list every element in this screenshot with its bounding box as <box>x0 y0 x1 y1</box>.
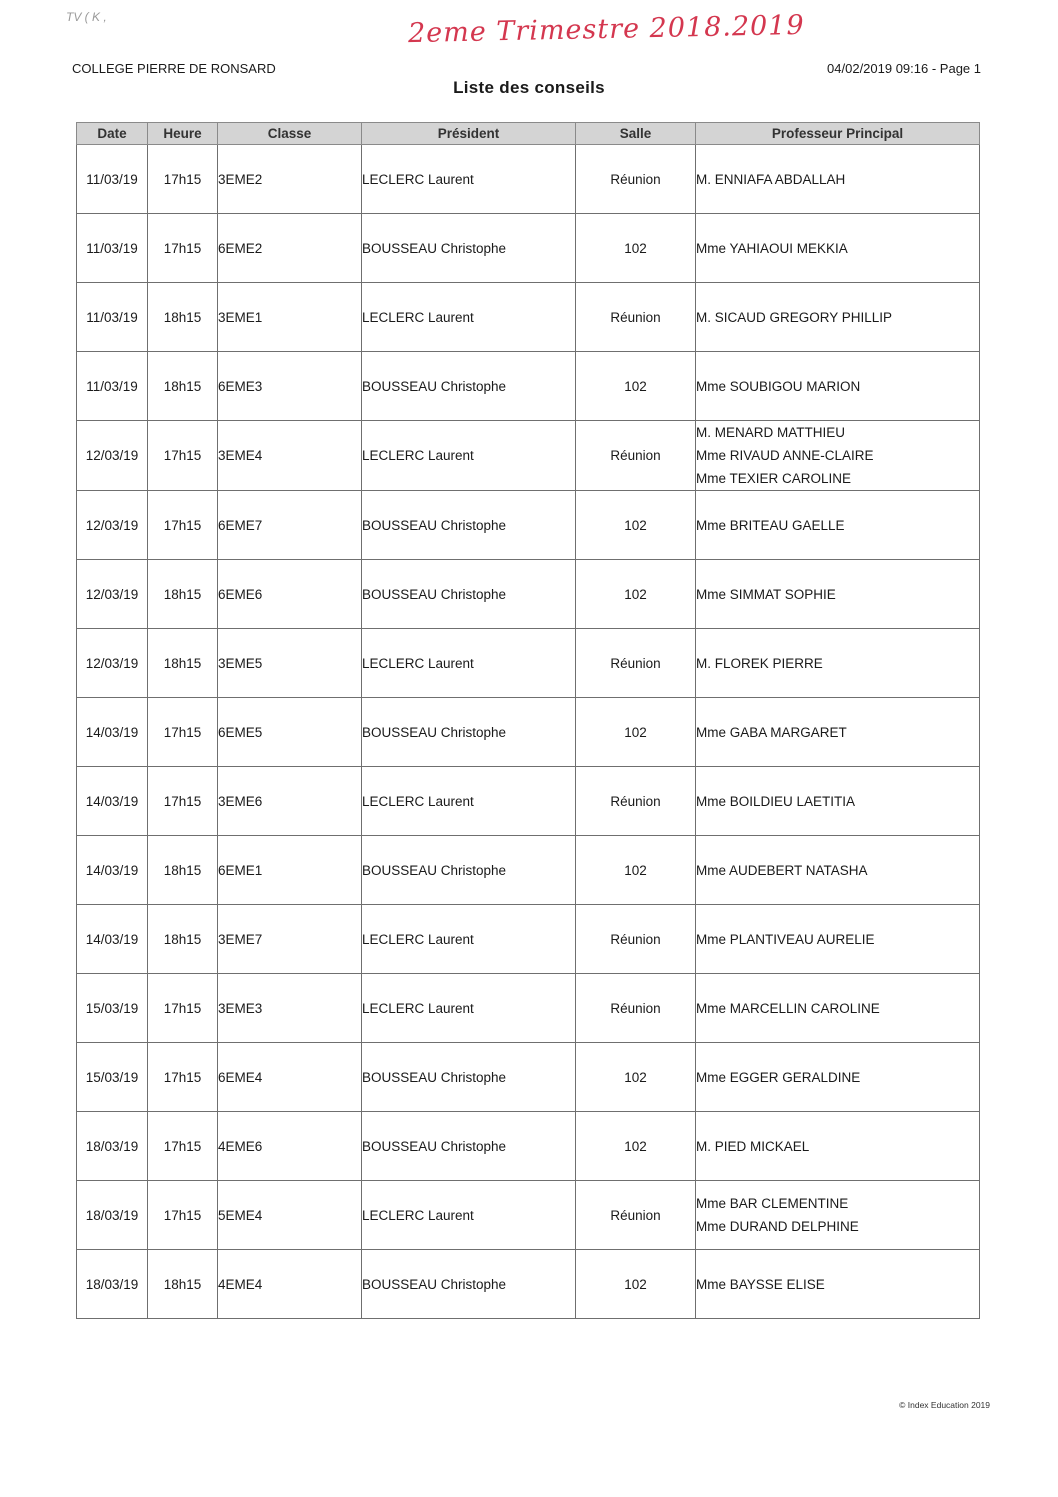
professeur-name: Mme DURAND DELPHINE <box>696 1219 859 1234</box>
cell-president: LECLERC Laurent <box>362 974 576 1043</box>
cell-president: LECLERC Laurent <box>362 145 576 214</box>
cell-classe: 6EME3 <box>218 352 362 421</box>
cell-classe: 6EME4 <box>218 1043 362 1112</box>
column-header-heure: Heure <box>148 123 218 145</box>
cell-salle: 102 <box>576 1043 696 1112</box>
cell-date: 11/03/19 <box>77 214 148 283</box>
cell-professeur-principal <box>696 698 980 767</box>
professeur-name: Mme BRITEAU GAELLE <box>696 517 845 533</box>
cell-president: BOUSSEAU Christophe <box>362 560 576 629</box>
cell-president: LECLERC Laurent <box>362 767 576 836</box>
cell-heure: 18h15 <box>148 560 218 629</box>
cell-date: 14/03/19 <box>77 698 148 767</box>
table-row <box>77 629 980 698</box>
cell-heure: 17h15 <box>148 1181 218 1250</box>
professeur-name: Mme SIMMAT SOPHIE <box>696 586 836 602</box>
cell-classe: 3EME1 <box>218 283 362 352</box>
professeur-name: Mme AUDEBERT NATASHA <box>696 862 868 878</box>
cell-classe: 3EME7 <box>218 905 362 974</box>
cell-salle: Réunion <box>576 767 696 836</box>
cell-salle: Réunion <box>576 905 696 974</box>
cell-classe: 3EME5 <box>218 629 362 698</box>
table-row <box>77 974 980 1043</box>
councils-table <box>76 122 980 1319</box>
school-name: COLLEGE PIERRE DE RONSARD <box>72 61 276 76</box>
cell-president: BOUSSEAU Christophe <box>362 352 576 421</box>
cell-salle: Réunion <box>576 283 696 352</box>
cell-salle: Réunion <box>576 1181 696 1250</box>
table-header-row <box>77 123 980 145</box>
cell-president: BOUSSEAU Christophe <box>362 836 576 905</box>
copyright-footer: © Index Education 2019 <box>899 1400 990 1410</box>
column-header-classe: Classe <box>218 123 362 145</box>
professeur-name: Mme BAR CLEMENTINE <box>696 1196 849 1211</box>
table-row <box>77 145 980 214</box>
column-header-date: Date <box>77 123 148 145</box>
cell-heure: 17h15 <box>148 1112 218 1181</box>
cell-classe: 6EME6 <box>218 560 362 629</box>
cell-classe: 5EME4 <box>218 1181 362 1250</box>
cell-heure: 18h15 <box>148 352 218 421</box>
table-row <box>77 1181 980 1250</box>
cell-date: 11/03/19 <box>77 145 148 214</box>
table-row <box>77 560 980 629</box>
cell-classe: 6EME2 <box>218 214 362 283</box>
cell-classe: 3EME3 <box>218 974 362 1043</box>
professeur-name: M. MENARD MATTHIEU <box>696 425 845 440</box>
cell-professeur-principal <box>696 214 980 283</box>
table-row <box>77 1043 980 1112</box>
margin-scribble: TV ( K , <box>66 10 107 24</box>
cell-salle: 102 <box>576 1112 696 1181</box>
cell-professeur-principal <box>696 283 980 352</box>
cell-classe: 3EME2 <box>218 145 362 214</box>
cell-salle: 102 <box>576 698 696 767</box>
cell-date: 11/03/19 <box>77 283 148 352</box>
cell-salle: Réunion <box>576 145 696 214</box>
cell-president: LECLERC Laurent <box>362 1181 576 1250</box>
cell-date: 14/03/19 <box>77 905 148 974</box>
professeur-name: M. PIED MICKAEL <box>696 1138 810 1154</box>
cell-heure: 17h15 <box>148 974 218 1043</box>
cell-heure: 18h15 <box>148 283 218 352</box>
cell-salle: 102 <box>576 1250 696 1319</box>
professeur-name: Mme TEXIER CAROLINE <box>696 471 852 486</box>
table-row <box>77 1250 980 1319</box>
cell-date: 18/03/19 <box>77 1250 148 1319</box>
professeur-name: M. SICAUD GREGORY PHILLIP <box>696 309 893 325</box>
cell-date: 14/03/19 <box>77 767 148 836</box>
cell-heure: 17h15 <box>148 1043 218 1112</box>
cell-heure: 17h15 <box>148 145 218 214</box>
cell-salle: Réunion <box>576 629 696 698</box>
cell-president: BOUSSEAU Christophe <box>362 1043 576 1112</box>
cell-salle: 102 <box>576 836 696 905</box>
cell-classe: 3EME6 <box>218 767 362 836</box>
professeur-name: Mme GABA MARGARET <box>696 724 847 740</box>
cell-professeur-principal <box>696 1112 980 1181</box>
cell-heure: 18h15 <box>148 629 218 698</box>
cell-salle: 102 <box>576 560 696 629</box>
professeur-name: Mme EGGER GERALDINE <box>696 1069 861 1085</box>
cell-classe: 6EME7 <box>218 491 362 560</box>
table-row <box>77 421 980 491</box>
cell-salle: Réunion <box>576 421 696 491</box>
cell-date: 12/03/19 <box>77 629 148 698</box>
professeur-name: M. ENNIAFA ABDALLAH <box>696 171 846 187</box>
cell-president: BOUSSEAU Christophe <box>362 1112 576 1181</box>
table-row <box>77 836 980 905</box>
cell-heure: 17h15 <box>148 421 218 491</box>
cell-date: 15/03/19 <box>77 1043 148 1112</box>
professeur-name: Mme RIVAUD ANNE-CLAIRE <box>696 448 874 463</box>
cell-classe: 6EME1 <box>218 836 362 905</box>
cell-professeur-principal <box>696 421 980 491</box>
handwritten-annotation: 2eme Trimestre 2018.2019 <box>407 9 805 50</box>
professeur-name: Mme BAYSSE ELISE <box>696 1276 825 1292</box>
cell-professeur-principal <box>696 1043 980 1112</box>
cell-professeur-principal <box>696 145 980 214</box>
cell-date: 12/03/19 <box>77 491 148 560</box>
table-row <box>77 352 980 421</box>
cell-professeur-principal <box>696 1250 980 1319</box>
cell-heure: 17h15 <box>148 214 218 283</box>
cell-heure: 17h15 <box>148 491 218 560</box>
table-row <box>77 1112 980 1181</box>
cell-professeur-principal <box>696 767 980 836</box>
table-row <box>77 214 980 283</box>
cell-date: 11/03/19 <box>77 352 148 421</box>
professeur-name: Mme SOUBIGOU MARION <box>696 378 861 394</box>
cell-classe: 4EME6 <box>218 1112 362 1181</box>
cell-date: 14/03/19 <box>77 836 148 905</box>
cell-salle: 102 <box>576 491 696 560</box>
cell-president: BOUSSEAU Christophe <box>362 491 576 560</box>
cell-heure: 17h15 <box>148 698 218 767</box>
page-title: Liste des conseils <box>453 78 605 97</box>
column-header-salle: Salle <box>576 123 696 145</box>
cell-classe: 3EME4 <box>218 421 362 491</box>
cell-heure: 18h15 <box>148 836 218 905</box>
cell-date: 12/03/19 <box>77 421 148 491</box>
cell-salle: 102 <box>576 352 696 421</box>
print-date-page: 04/02/2019 09:16 - Page 1 <box>827 61 981 76</box>
professeur-name: M. FLOREK PIERRE <box>696 655 823 671</box>
cell-professeur-principal <box>696 1181 980 1250</box>
cell-salle: 102 <box>576 214 696 283</box>
cell-date: 12/03/19 <box>77 560 148 629</box>
cell-heure: 18h15 <box>148 1250 218 1319</box>
cell-date: 18/03/19 <box>77 1112 148 1181</box>
professeur-name: Mme YAHIAOUI MEKKIA <box>696 240 848 256</box>
cell-date: 15/03/19 <box>77 974 148 1043</box>
cell-salle: Réunion <box>576 974 696 1043</box>
table-row <box>77 767 980 836</box>
table-row <box>77 283 980 352</box>
cell-president: BOUSSEAU Christophe <box>362 1250 576 1319</box>
cell-president: BOUSSEAU Christophe <box>362 214 576 283</box>
cell-president: LECLERC Laurent <box>362 283 576 352</box>
cell-professeur-principal <box>696 905 980 974</box>
column-header-professeur: Professeur Principal <box>696 123 980 145</box>
cell-professeur-principal <box>696 491 980 560</box>
cell-president: LECLERC Laurent <box>362 421 576 491</box>
column-header-president: Président <box>362 123 576 145</box>
cell-heure: 17h15 <box>148 767 218 836</box>
cell-heure: 18h15 <box>148 905 218 974</box>
table-row <box>77 698 980 767</box>
cell-classe: 6EME5 <box>218 698 362 767</box>
professeur-name: Mme PLANTIVEAU AURELIE <box>696 931 875 947</box>
cell-professeur-principal <box>696 974 980 1043</box>
professeur-name: Mme MARCELLIN CAROLINE <box>696 1000 880 1016</box>
cell-president: LECLERC Laurent <box>362 905 576 974</box>
cell-professeur-principal <box>696 629 980 698</box>
cell-president: LECLERC Laurent <box>362 629 576 698</box>
cell-professeur-principal <box>696 352 980 421</box>
cell-classe: 4EME4 <box>218 1250 362 1319</box>
table-row <box>77 491 980 560</box>
table-row <box>77 905 980 974</box>
professeur-name: Mme BOILDIEU LAETITIA <box>696 793 856 809</box>
cell-professeur-principal <box>696 836 980 905</box>
cell-date: 18/03/19 <box>77 1181 148 1250</box>
cell-president: BOUSSEAU Christophe <box>362 698 576 767</box>
cell-professeur-principal <box>696 560 980 629</box>
